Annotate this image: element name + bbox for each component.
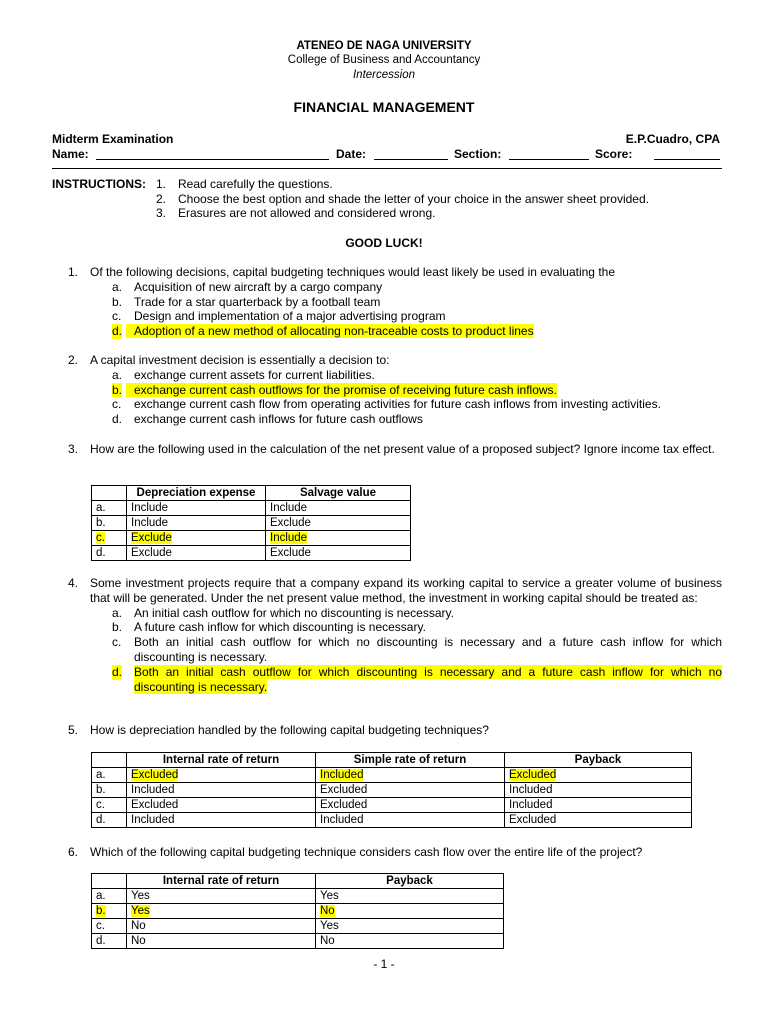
table-header-row: Internal rate of return Payback bbox=[92, 874, 504, 889]
question-number: 2. bbox=[68, 353, 79, 367]
option-b: b. Trade for a star quarterback by a football team bbox=[112, 294, 381, 309]
q3-table bbox=[91, 485, 411, 561]
table-row: b. Included Excluded Included bbox=[92, 783, 692, 798]
question-number: 6. bbox=[68, 845, 79, 859]
question-3 bbox=[68, 442, 722, 457]
page-number: - 1 - bbox=[373, 957, 395, 971]
option-c: c. exchange current cash flow from operating activities for future cash inflows from investing activities. bbox=[112, 397, 661, 412]
table-row-highlighted: b. Yes No bbox=[92, 904, 504, 919]
table-row: a. Yes Yes bbox=[92, 889, 504, 904]
instructor-name: E.P.Cuadro, CPA bbox=[625, 132, 720, 146]
option-b-highlighted: b. exchange current cash outflows for the promise of receiving future cash inflows. bbox=[112, 382, 557, 397]
option-d-highlighted: d. Adoption of a new method of allocating non-traceable costs to product lines bbox=[112, 324, 534, 339]
q5-table bbox=[91, 752, 692, 828]
question-6 bbox=[68, 845, 722, 860]
question-4 bbox=[68, 576, 722, 694]
table-row: c. Excluded Excluded Included bbox=[92, 798, 692, 813]
instructions-list bbox=[156, 177, 649, 221]
course-title: FINANCIAL MANAGEMENT bbox=[293, 99, 475, 115]
table-header-row: Depreciation expense Salvage value bbox=[92, 486, 411, 501]
table-row-highlighted: c. Exclude Include bbox=[92, 531, 411, 546]
table-header-row: Internal rate of return Simple rate of return Payback bbox=[92, 753, 692, 768]
question-number: 4. bbox=[68, 576, 79, 590]
university-name: ATENEO DE NAGA UNIVERSITY bbox=[296, 40, 472, 52]
term-label: Intercession bbox=[352, 69, 415, 81]
question-1 bbox=[68, 265, 722, 339]
exam-meta-row bbox=[52, 132, 720, 146]
option-d-highlighted: d. Both an initial cash outflow for which discounting is necessary and a future cash inflow for which no discounting is necessary. bbox=[112, 664, 722, 694]
student-info-row bbox=[52, 147, 720, 161]
table-row: b. Include Exclude bbox=[92, 516, 411, 531]
table-row: a. Include Include bbox=[92, 501, 411, 516]
name-label: Name: bbox=[52, 147, 89, 161]
name-field[interactable] bbox=[96, 147, 329, 160]
table-row: d. Included Included Excluded bbox=[92, 813, 692, 828]
option-d: d. exchange current cash inflows for future cash outflows bbox=[112, 412, 423, 427]
score-label: Score: bbox=[595, 147, 633, 161]
good-luck-text: GOOD LUCK! bbox=[345, 236, 423, 250]
question-text: How is depreciation handled by the following capital budgeting techniques? bbox=[90, 723, 489, 737]
question-number: 1. bbox=[68, 265, 79, 279]
question-text: Which of the following capital budgeting technique considers cash flow over the entire life of the project? bbox=[90, 845, 643, 859]
option-b: b. A future cash inflow for which discounting is necessary. bbox=[112, 620, 426, 635]
exam-type: Midterm Examination bbox=[52, 132, 174, 146]
header-divider bbox=[52, 168, 722, 169]
instruction-item: 1. Read carefully the questions. bbox=[156, 177, 333, 191]
option-a: a. Acquisition of new aircraft by a cargo company bbox=[112, 279, 383, 294]
section-label: Section: bbox=[454, 147, 502, 161]
question-text: Some investment projects require that a company expand its working capital to service a greater volume of business that will be generated. Under the net present value method, the investment in working capital should be treated as: bbox=[90, 576, 722, 605]
instruction-item: 2. Choose the best option and shade the letter of your choice in the answer sheet provided. bbox=[156, 191, 649, 206]
instructions-label: INSTRUCTIONS: bbox=[52, 177, 146, 191]
question-text: How are the following used in the calculation of the net present value of a proposed subject? Ignore income tax effect. bbox=[90, 442, 715, 456]
instruction-item: 3. Erasures are not allowed and considered wrong. bbox=[156, 206, 436, 220]
q6-table bbox=[91, 873, 504, 949]
question-number: 3. bbox=[68, 442, 79, 456]
date-label: Date: bbox=[336, 147, 367, 161]
table-row: c. No Yes bbox=[92, 919, 504, 934]
section-field[interactable] bbox=[509, 147, 589, 160]
table-row: d. No No bbox=[92, 934, 504, 949]
college-name: College of Business and Accountancy bbox=[287, 54, 481, 66]
option-a: a. An initial cash outflow for which no discounting is necessary. bbox=[112, 605, 454, 620]
question-text: A capital investment decision is essentially a decision to: bbox=[90, 353, 390, 367]
option-c: c. Design and implementation of a major advertising program bbox=[112, 309, 446, 324]
option-a: a. exchange current assets for current liabilities. bbox=[112, 367, 375, 382]
question-text: Of the following decisions, capital budgeting techniques would least likely be used in evaluating the bbox=[90, 265, 615, 279]
score-field[interactable] bbox=[654, 147, 720, 160]
table-row: d. Exclude Exclude bbox=[92, 546, 411, 561]
question-number: 5. bbox=[68, 723, 79, 737]
option-c: c. Both an initial cash outflow for which no discounting is necessary and a future cash inflow for which discounting is necessary. bbox=[112, 635, 722, 664]
table-row-highlighted: a. Excluded Included Excluded bbox=[92, 768, 692, 783]
date-field[interactable] bbox=[374, 147, 448, 160]
question-2 bbox=[68, 353, 722, 427]
question-5 bbox=[68, 723, 722, 738]
